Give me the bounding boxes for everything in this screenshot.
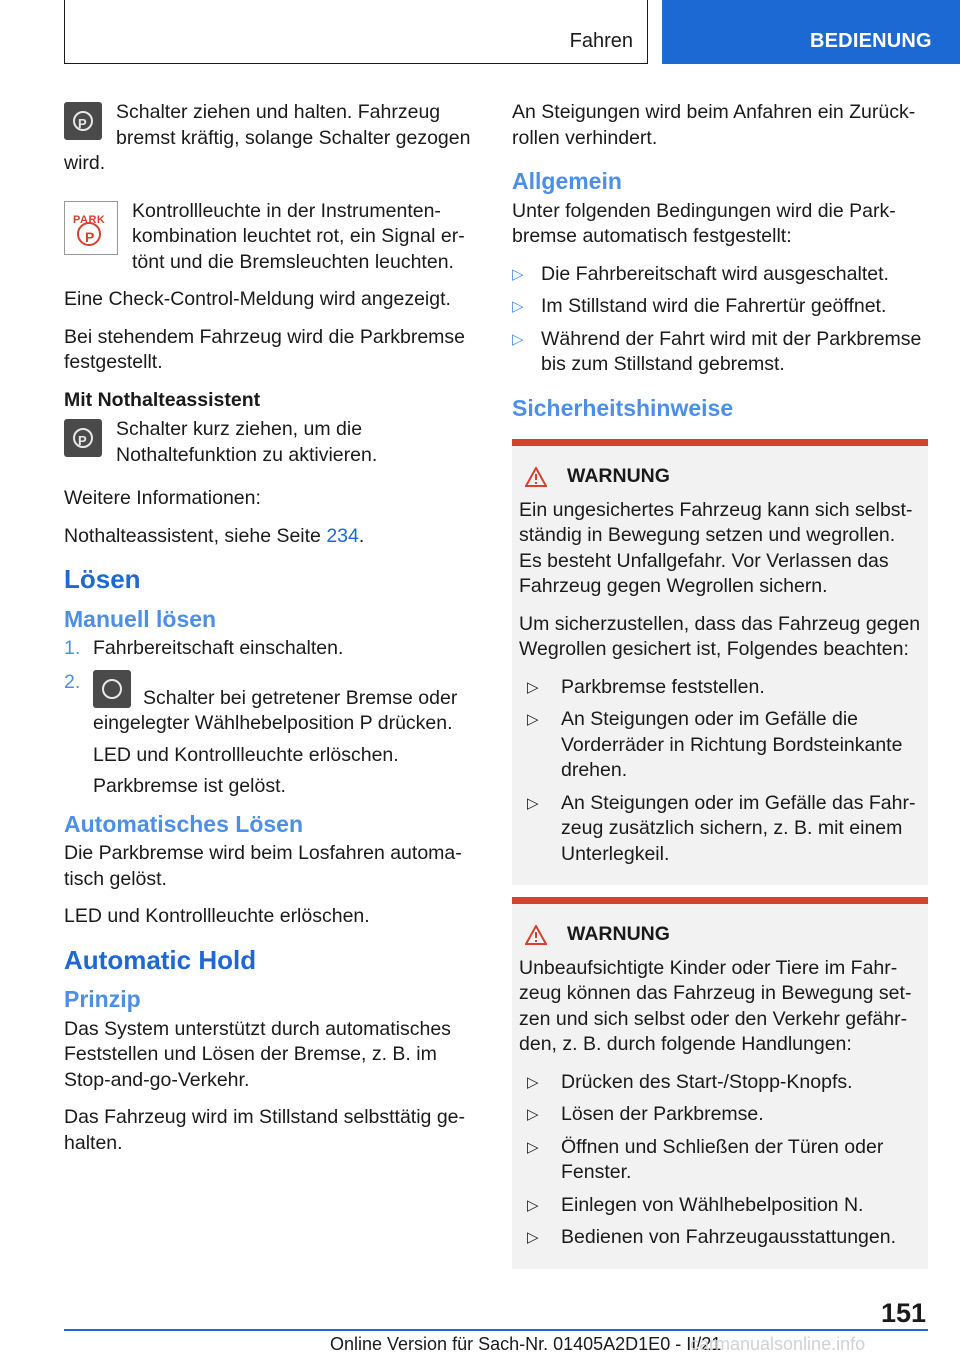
list-item: ▷ Öffnen und Schließen der Türen oder Fenster. — [527, 1135, 884, 1183]
nothalte-ref: Nothalteassistent, siehe Seite 234. — [64, 524, 365, 547]
switch-pull-row — [64, 100, 474, 189]
triangle-bullet-icon: ▷ — [527, 678, 539, 696]
triangle-bullet-icon: ▷ — [527, 1106, 539, 1123]
left-column — [64, 100, 474, 1168]
list-item: ▷ Die Fahrbereitschaft wird ausgeschaltet. — [512, 262, 928, 288]
parking-brake-switch-icon — [64, 419, 102, 457]
conditions-list — [512, 262, 928, 378]
warning-list — [527, 675, 921, 868]
warning-text: Ein ungesichertes Fahrzeug kann sich selbstständig in Bewegung setzen und wegrollen. Es besteht Unfallgefahr. Vor Verlassen das Fahrzeug gegen Wegrollen sichern. — [519, 498, 913, 597]
step-result: Parkbremse ist gelöst. — [93, 775, 286, 797]
heading-loesen: Lösen — [64, 564, 141, 594]
heading-automatisches-loesen: Automatisches Lösen — [64, 810, 303, 837]
header-tab-bedienung[interactable] — [662, 0, 960, 64]
list-item: ▷ Im Stillstand wird die Fahrertür geöffnet. — [512, 294, 928, 320]
warning-text: Unbeaufsichtigte Kinder oder Tiere im Fahrzeug können das Fahrzeug in Bewegung setzen und sich selbst oder den Verkehr gefährden, z. B. durch folgende Handlungen: — [519, 956, 912, 1055]
parking-brake-switch-icon — [93, 670, 131, 708]
prinzip-hold-text: Das Fahrzeug wird im Stillstand selbsttätig gehalten. — [64, 1106, 466, 1154]
list-item: ▷ Drücken des Start-/Stopp-Knopfs. — [527, 1070, 921, 1096]
header-tab-label: BEDIENUNG — [810, 30, 932, 52]
heading-manuell-loesen: Manuell lösen — [64, 605, 217, 632]
conditions-text: Unter folgenden Bedingungen wird die Parkbremse automatisch festgestellt: — [512, 199, 896, 247]
triangle-bullet-icon: ▷ — [527, 1138, 539, 1156]
standstill-text: Bei stehendem Fahrzeug wird die Parkbremse festgestellt. — [64, 325, 466, 373]
triangle-bullet-icon: ▷ — [527, 1196, 539, 1214]
triangle-bullet-icon: ▷ — [527, 1073, 539, 1091]
auto-release-led-text: LED und Kontrollleuchte erlöschen. — [64, 905, 370, 927]
warning-title: WARNUNG — [519, 922, 921, 948]
watermark: carmanualsonline.info — [690, 1334, 866, 1354]
warning-text: Um sicherzustellen, dass das Fahrzeug gegen Wegrollen gesichert ist, Folgendes beachten: — [519, 612, 921, 660]
warning-box-2 — [512, 897, 928, 1269]
list-item: ▷ An Steigungen oder im Gefälle die Vorderräder in Richtung Bordsteinkante drehen. — [527, 708, 903, 781]
check-control-text: Eine Check-Control-Meldung wird angezeigt. — [64, 288, 451, 310]
nothalte-text: Schalter kurz ziehen, um die Nothaltefunktion zu aktivieren. — [116, 418, 378, 466]
list-item: ▷ An Steigungen oder im Gefälle das Fahrzeug zusätzlich sichern, z. B. mit einem Unterlegkeil. — [527, 791, 916, 865]
indicator-text: Kontrollleuchte in der Instrumentenkombination leuchtet rot, ein Signal ertönt und die Bremsleuchten leuchten. — [132, 199, 465, 273]
indicator-row — [64, 199, 474, 288]
right-column — [512, 100, 928, 1281]
triangle-bullet-icon: ▷ — [527, 711, 539, 728]
more-info-label: Weitere Informationen: — [64, 487, 261, 509]
nothalte-heading: Mit Nothalteassistent — [64, 388, 261, 411]
heading-prinzip: Prinzip — [64, 986, 141, 1012]
heading-sicherheitshinweise: Sicherheitshinweise — [512, 394, 734, 421]
list-item: ▷ Parkbremse feststellen. — [527, 675, 921, 701]
switch-pull-text: Schalter ziehen und halten. Fahrzeug bremst kräftig, solange Schalter gezogen wird. — [64, 101, 471, 174]
page-link-234[interactable]: 234 — [326, 524, 359, 547]
nothalte-row — [64, 417, 474, 480]
footer-divider — [64, 1329, 928, 1331]
heading-automatic-hold: Automatic Hold — [64, 944, 257, 975]
list-item: ▷ Lösen der Parkbremse. — [527, 1102, 921, 1128]
park-indicator-label: PARK — [73, 213, 106, 226]
list-item: ▷ Bedienen von Fahrzeugausstattungen. — [527, 1225, 921, 1251]
auto-release-text: Die Parkbremse wird beim Losfahren automatisch gelöst. — [64, 842, 462, 890]
warning-box-1 — [512, 439, 928, 885]
parking-brake-switch-icon — [64, 102, 102, 140]
list-item: ▷ Einlegen von Wählhebelposition N. — [527, 1193, 921, 1219]
triangle-bullet-icon: ▷ — [527, 1229, 539, 1246]
step-result: LED und Kontrollleuchte erlöschen. — [93, 743, 399, 766]
warning-triangle-icon — [525, 925, 547, 945]
warning-list — [527, 1070, 921, 1251]
list-item: 1. Fahrbereitschaft einschalten. — [64, 637, 344, 659]
warning-title: WARNUNG — [519, 464, 921, 490]
header-frame — [64, 0, 648, 64]
park-indicator-icon: PARK P — [64, 201, 118, 255]
page-number: 151 — [880, 1298, 926, 1328]
list-item: 2. Schalter bei getretener Bremse oder eingelegter Wählhebelposition P drücken. LED und Kontrollleuchte erlöschen. Parkbremse ist gelöst. — [64, 670, 474, 800]
triangle-bullet-icon: ▷ — [512, 298, 524, 315]
prinzip-text: Das System unterstützt durch automatisches Feststellen und Lösen der Bremse, z. B. im Stop-and-go-Verkehr. — [64, 1017, 451, 1091]
list-item: ▷ Während der Fahrt wird mit der Parkbremse bis zum Stillstand gebremst. — [512, 327, 922, 375]
triangle-bullet-icon: ▷ — [527, 794, 539, 812]
footer-version: Online Version für Sach-Nr. 01405A2D1E0 - II/21 — [330, 1334, 722, 1354]
warning-triangle-icon — [525, 467, 547, 487]
heading-allgemein: Allgemein — [512, 168, 622, 194]
triangle-bullet-icon: ▷ — [512, 265, 524, 283]
incline-text: An Steigungen wird beim Anfahren ein Zurückrollen verhindert. — [512, 101, 916, 149]
manual-release-steps — [64, 636, 474, 800]
triangle-bullet-icon: ▷ — [512, 330, 524, 348]
header-section: Fahren — [569, 30, 633, 52]
